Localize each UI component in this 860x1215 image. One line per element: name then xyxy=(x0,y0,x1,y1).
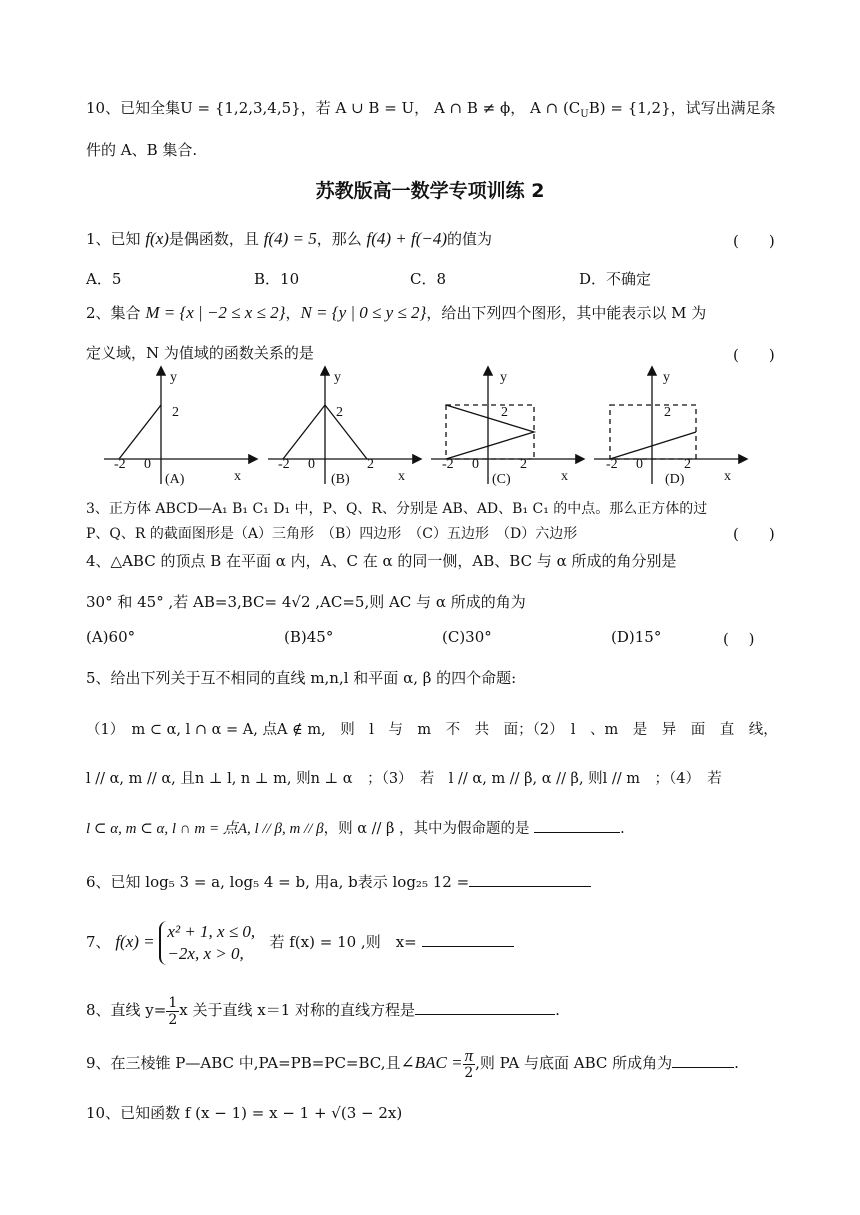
q1-expr-f4: f(4) = 5 xyxy=(263,229,317,248)
q7-prefix: 7、 xyxy=(86,933,111,951)
question-5-line2: （1） m ⊂ α, l ∩ α = A, 点A ∉ m, 则 l 与 m 不 共 面；（2） l 、m 是 异 面 直 线， xyxy=(86,722,778,738)
question-9 xyxy=(86,1043,739,1083)
q7-answer-blank[interactable] xyxy=(422,932,514,947)
question-4-line2: 30° 和 45° ,若 AB=3,BC= 4√2 ,AC=5,则 AC 与 α 所成的角为 xyxy=(86,593,526,611)
q1-stem-d: 的值为 xyxy=(447,230,493,248)
question-2-line1 xyxy=(86,302,706,324)
q8-stem-b: x 关于直线 x＝1 对称的直线方程是 xyxy=(179,1001,416,1019)
question-7 xyxy=(86,920,514,965)
graph-b xyxy=(268,368,420,487)
graph-a-x-label: x xyxy=(234,469,241,484)
question-8 xyxy=(86,990,560,1030)
q9-den: 2 xyxy=(464,1064,474,1081)
question-3-line2: P、Q、R 的截面图形是（A）三角形 （B）四边形 （C）五边形 （D）六边形 xyxy=(86,526,578,542)
question-5-line1: 5、给出下列关于互不相同的直线 m,n,l 和平面 α, β 的四个命题: xyxy=(86,669,517,687)
q4-option-b: (B)45° xyxy=(284,628,334,646)
graph-d-two-x: 2 xyxy=(684,457,691,472)
graph-c-y-label: y xyxy=(500,370,507,385)
graph-d-x-label: x xyxy=(724,469,731,484)
q8-answer-blank[interactable] xyxy=(415,1000,555,1015)
question-2-line2: 定义域，N 为值域的函数关系的是 xyxy=(86,344,314,362)
graph-a-neg2: -2 xyxy=(114,457,126,472)
q7-lhs: f(x) = xyxy=(115,932,155,951)
q9-stem-a: 9、在三棱锥 P—ABC 中,PA=PB=PC=BC,且 xyxy=(86,1054,401,1072)
question-6 xyxy=(86,871,591,893)
graph-b-x-label: x xyxy=(398,469,405,484)
page-title: 苏教版高一数学专项训练 2 xyxy=(315,180,545,202)
q9-end: . xyxy=(734,1054,739,1072)
q1-option-a: A．5 xyxy=(86,270,122,288)
q1-stem-b: 是偶函数，且 xyxy=(168,230,264,248)
graph-d-two-y: 2 xyxy=(664,405,671,420)
graph-a-label: (A) xyxy=(165,472,185,487)
question-3-line1: 3、正方体 ABCD—A₁ B₁ C₁ D₁ 中，P、Q、R、分别是 AB、AD、B₁ C₁ 的中点。那么正方体的过 xyxy=(86,501,708,517)
q2-stem-a: 2、集合 xyxy=(86,304,146,322)
q3-answer-paren: ( ) xyxy=(733,525,775,543)
graph-c-zero: 0 xyxy=(472,457,479,472)
subscript-u: U xyxy=(580,109,589,120)
q5-premise-4: l ⊂ α, m ⊂ α, l ∩ m = 点A, l // β, m // β xyxy=(86,821,324,837)
question-1 xyxy=(86,228,492,250)
q2-graphs xyxy=(0,362,860,492)
graph-d-y-label: y xyxy=(663,370,670,385)
graph-c-neg2: -2 xyxy=(442,457,454,472)
q1-answer-paren: ( ) xyxy=(733,232,775,250)
q7-case2: −2x, x > 0, xyxy=(167,944,244,963)
graph-d xyxy=(594,368,746,487)
q8-num: 1 xyxy=(168,994,178,1011)
q1-option-c: C．8 xyxy=(410,270,447,288)
graph-b-zero: 0 xyxy=(308,457,315,472)
q9-answer-blank[interactable] xyxy=(672,1053,734,1068)
q6-answer-blank[interactable] xyxy=(469,872,591,887)
q2-set-n: N = {y | 0 ≤ y ≤ 2} xyxy=(300,303,427,322)
q6-text: 6、已知 log₅ 3 = a, log₅ 4 = b, 用a, b表示 log₂₅ 12 = xyxy=(86,873,470,891)
q2-set-m: M = {x | −2 ≤ x ≤ 2} xyxy=(145,303,286,322)
graph-b-neg2: -2 xyxy=(278,457,290,472)
q5-end: . xyxy=(620,821,625,837)
graph-c xyxy=(431,368,583,487)
prev-q10-text: 10、已知全集U = {1,2,3,4,5}，若 A ∪ B = U， A ∩ B ≠ ϕ， A ∩ (C xyxy=(86,99,581,117)
question-5-line4 xyxy=(86,818,625,840)
graph-b-two-y: 2 xyxy=(336,405,343,420)
q2-sep: ， xyxy=(285,304,301,322)
question-5-line3: l // α, m // α, 且n ⊥ l, n ⊥ m, 则n ⊥ α ；（3） 若 l // α, m // β, α // β, 则l // m ；（4） 若 xyxy=(86,771,722,787)
prev-question-10-line1 xyxy=(86,97,776,126)
q1-expr-sum: f(4) + f(−4) xyxy=(366,229,448,248)
q8-den: 2 xyxy=(168,1011,178,1028)
graph-a xyxy=(104,368,256,487)
q7-piecewise xyxy=(159,921,255,965)
q7-mid: 若 f(x) = 10 ,则 x= xyxy=(269,933,417,951)
graph-d-neg2: -2 xyxy=(606,457,618,472)
graph-b-label: (B) xyxy=(331,472,350,487)
graph-a-two-y: 2 xyxy=(172,405,179,420)
graph-c-two-x: 2 xyxy=(520,457,527,472)
graph-a-y-label: y xyxy=(170,370,177,385)
graph-a-zero: 0 xyxy=(144,457,151,472)
q2-stem-b: ，给出下列四个图形，其中能表示以 M 为 xyxy=(426,304,707,322)
q5-line4-text: ，则 α // β ，其中为假命题的是 xyxy=(323,821,530,837)
q4-answer-paren: ( ) xyxy=(723,630,755,648)
q4-option-c: (C)30° xyxy=(442,628,492,646)
q1-expr-fx: f(x) xyxy=(145,229,169,248)
graph-b-two-x: 2 xyxy=(367,457,374,472)
graph-c-x-label: x xyxy=(561,469,568,484)
q5-answer-blank[interactable] xyxy=(534,818,620,833)
q9-fraction xyxy=(463,1045,476,1081)
prev-question-10-line2: 件的 A、B 集合. xyxy=(86,141,198,159)
q2-answer-paren: ( ) xyxy=(733,346,775,364)
graph-c-two-y: 2 xyxy=(501,405,508,420)
q9-stem-b: ,则 PA 与底面 ABC 所成角为 xyxy=(475,1054,673,1072)
question-10: 10、已知函数 f (x − 1) = x − 1 + √(3 − 2x) xyxy=(86,1104,403,1122)
q4-option-a: (A)60° xyxy=(86,628,136,646)
graph-d-zero: 0 xyxy=(636,457,643,472)
q1-stem-c: ，那么 xyxy=(316,230,367,248)
q9-num: π xyxy=(464,1045,474,1065)
q1-option-d: D．不确定 xyxy=(579,270,652,288)
prev-q10-tail: B) = {1,2}，试写出满足条 xyxy=(588,99,776,117)
q7-case1: x² + 1, x ≤ 0, xyxy=(167,922,256,941)
q8-stem-a: 8、直线 y= xyxy=(86,1001,167,1019)
q1-stem-a: 1、已知 xyxy=(86,230,146,248)
q8-fraction xyxy=(166,995,179,1028)
graph-c-label: (C) xyxy=(492,472,511,487)
q4-option-d: (D)15° xyxy=(611,628,662,646)
q1-option-b: B．10 xyxy=(254,270,300,288)
graph-d-label: (D) xyxy=(665,472,685,487)
q8-end: . xyxy=(555,1001,560,1019)
question-4-line1: 4、△ABC 的顶点 B 在平面 α 内，A、C 在 α 的同一侧，AB、BC 与 α 所成的角分别是 xyxy=(86,552,677,570)
q9-angle: ∠BAC = xyxy=(400,1053,463,1072)
graph-b-y-label: y xyxy=(334,370,341,385)
